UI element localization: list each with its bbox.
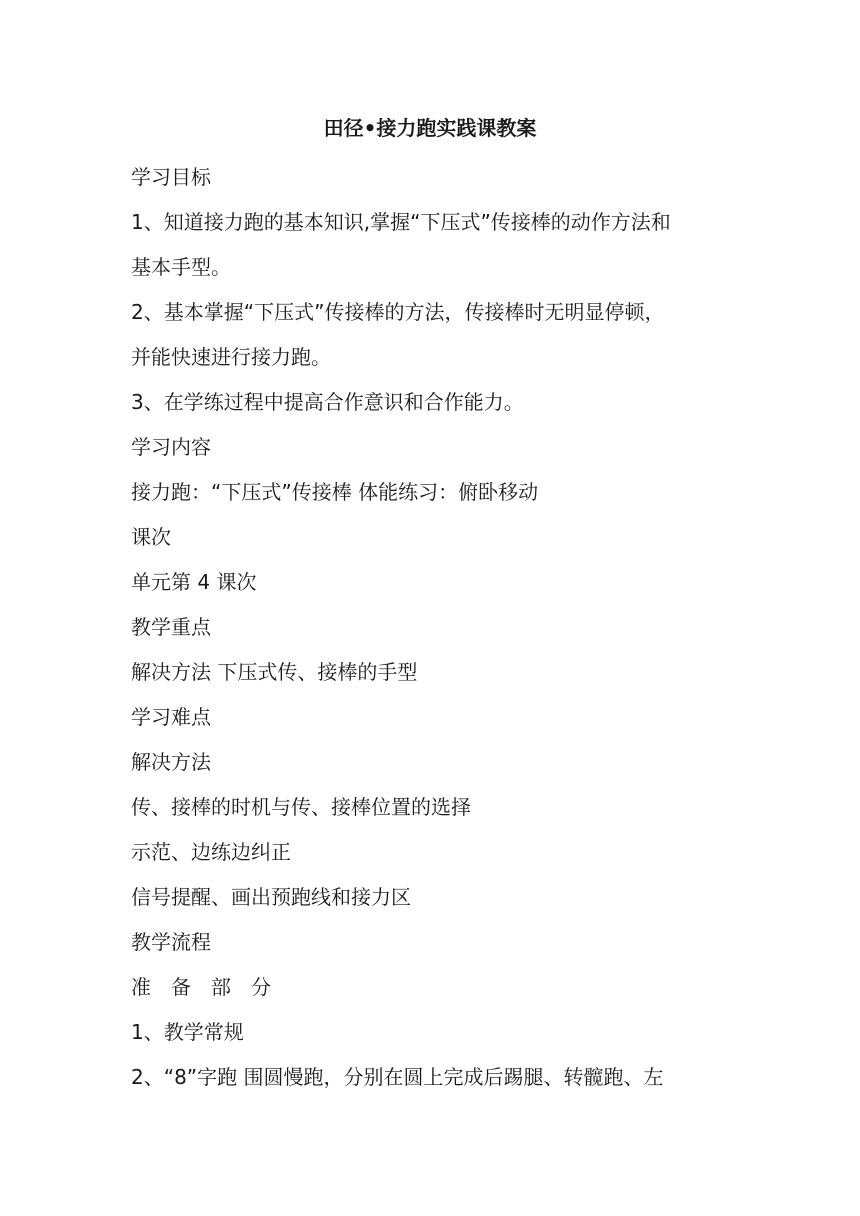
document-body: [131, 155, 741, 1100]
goal-3: 3、在学练过程中提高合作意识和合作能力。: [131, 390, 524, 414]
learning-content-text: 接力跑：“下压式”传接棒 体能练习：俯卧移动: [131, 480, 539, 504]
solution-method-2: 信号提醒、画出预跑线和接力区: [131, 885, 411, 909]
section-heading-lesson-number: 课次: [131, 525, 171, 549]
section-heading-preparation: 准 备 部 分: [131, 975, 271, 999]
section-heading-key-point: 教学重点: [131, 615, 211, 639]
section-heading-teaching-process: 教学流程: [131, 930, 211, 954]
solution-method-1: 示范、边练边纠正: [131, 840, 291, 864]
difficulty-text: 传、接棒的时机与传、接棒位置的选择: [131, 795, 471, 819]
goal-1-line-1: 1、知道接力跑的基本知识,掌握“下压式”传接棒的动作方法和: [131, 210, 671, 234]
section-heading-learning-goals: 学习目标: [131, 165, 211, 189]
goal-2-line-2: 并能快速进行接力跑。: [131, 345, 331, 369]
goal-2-line-1: 2、基本掌握“下压式”传接棒的方法，传接棒时无明显停顿，: [131, 300, 665, 324]
lesson-number-text: 单元第 4 课次: [131, 570, 257, 594]
process-step-2: 2、“8”字跑 围圆慢跑，分别在圆上完成后踢腿、转髋跑、左: [131, 1065, 664, 1089]
section-heading-difficulty: 学习难点: [131, 705, 211, 729]
key-point-text: 解决方法 下压式传、接棒的手型: [131, 660, 418, 684]
process-step-1: 1、教学常规: [131, 1020, 244, 1044]
section-heading-learning-content: 学习内容: [131, 435, 211, 459]
difficulty-solution-label: 解决方法: [131, 750, 211, 774]
document-title: 田径•接力跑实践课教案: [323, 116, 537, 140]
goal-1-line-2: 基本手型。: [131, 255, 231, 279]
